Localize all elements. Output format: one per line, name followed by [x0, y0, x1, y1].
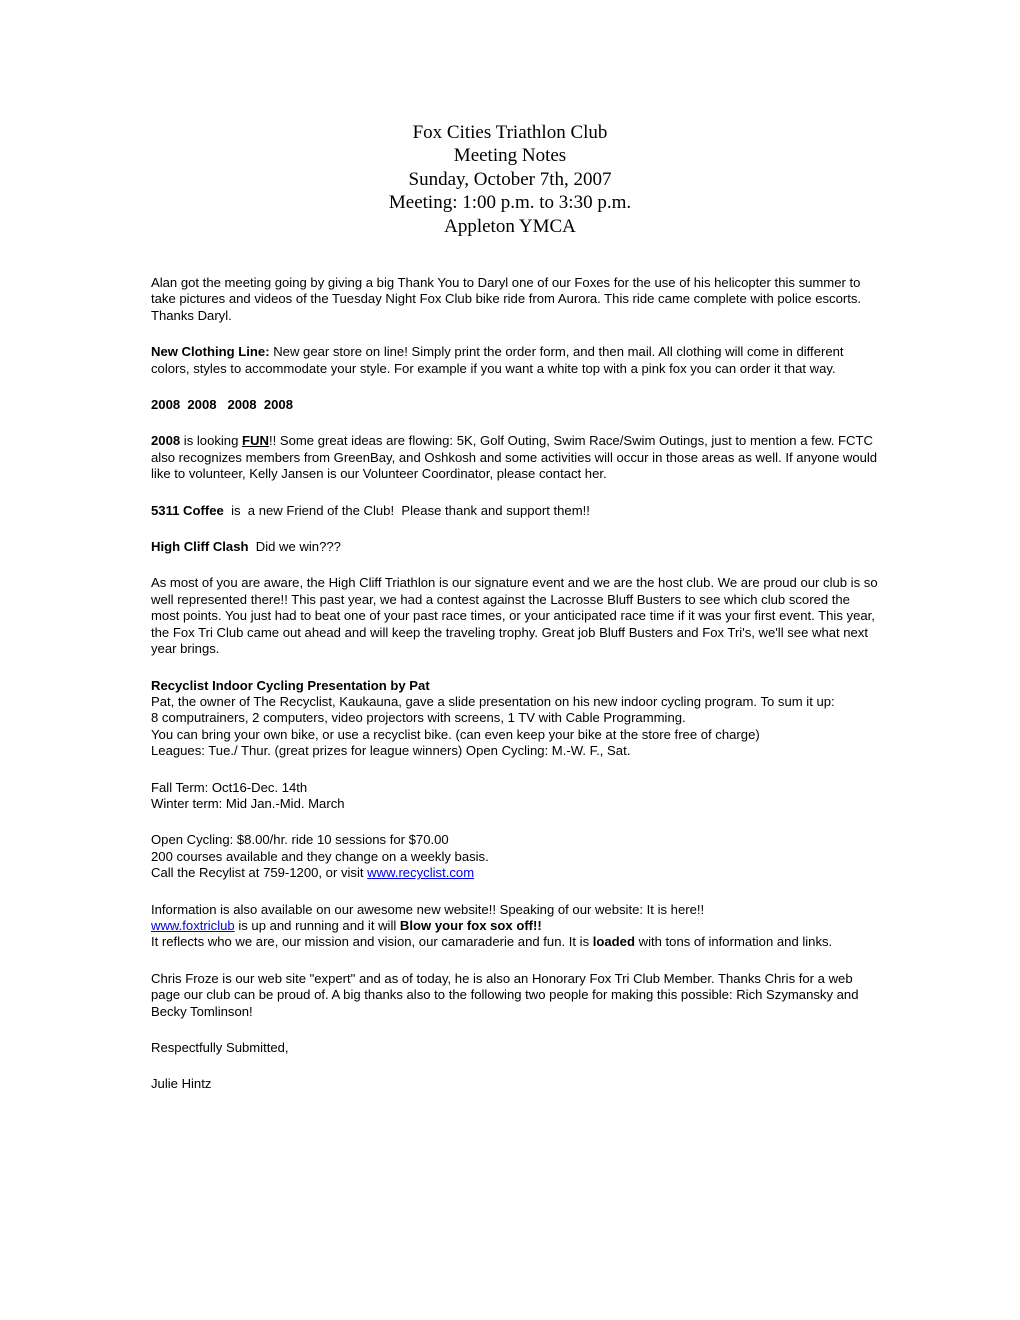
clothing-paragraph [151, 344, 881, 377]
open-cycling-price: Open Cycling: $8.00/hr. ride 10 sessions for $70.00 [151, 832, 449, 848]
foxtriclub-link[interactable]: www.foxtriclub [151, 917, 235, 933]
fall-term: Fall Term: Oct16-Dec. 14th [151, 779, 308, 795]
open-cycling-call [151, 865, 881, 881]
fun-year: 2008 [151, 433, 181, 449]
website-line-1: Information is also available on our awesome new website!! Speaking of our website: It is here!! [151, 901, 705, 917]
fun-is-looking: is looking [180, 433, 243, 449]
clothing-text: New gear store on line! Simply print the order form, and then mail. All clothing will come in different colors, styles to accommodate your style. For example if you want a white top with a pink fox you can order it that way. [151, 344, 844, 376]
fun-word: FUN [242, 433, 269, 449]
terms-paragraph [151, 780, 881, 813]
website-reflects: It reflects who we are, our mission and vision, our camaraderie and fun. It is [151, 934, 593, 950]
triathlon-paragraph: As most of you are aware, the High Cliff Triathlon is our signature event and we are the host club. We are proud our club is so well represented there!! This past year, we had a contest against the Lacrosse Bluff Busters to see which club scored the most points. You just had to beat one of your past race times, or your anticipated race time if it was your first event. This year, the Fox Tri Club came out ahead and will keep the traveling trophy. Great job Bluff Busters and Fox Tri's, we'll see what next year brings. [151, 575, 878, 657]
thanks-paragraph: Chris Froze is our web site "expert" and as of today, he is also an Honorary Fox Tri Club Member. Thanks Chris for a web page our club can be proud of. A big thanks also to the following two people for making this possible: Rich Szymansky and Becky Tomlinson! [151, 970, 859, 1019]
website-line-3 [151, 934, 881, 950]
fun-text: !! Some great ideas are flowing: 5K, Golf Outing, Swim Race/Swim Outings, just to mention a few. FCTC also recognizes members from GreenBay, and Oshkosh and some activities will occur in those areas as well. If anyone would like to volunteer, Kelly Jansen is our Volunteer Coordinator, please contact her. [151, 433, 878, 482]
recyclist-link[interactable]: www.recyclist.com [367, 865, 475, 881]
fun-paragraph [151, 433, 881, 482]
recyclist-line-3: You can bring your own bike, or use a recyclist bike. (can even keep your bike at the store free of charge) [151, 726, 760, 742]
website-line-2 [151, 918, 881, 934]
coffee-name: 5311 Coffee [151, 502, 224, 518]
high-cliff-heading: High Cliff Clash [151, 539, 249, 555]
website-blow: Blow your fox sox off!! [399, 917, 542, 933]
coffee-paragraph [151, 503, 881, 519]
recyclist-line-4: Leagues: Tue./ Thur. (great prizes for league winners) Open Cycling: M.-W. F., Sat. [151, 743, 631, 759]
high-cliff-text: Did we win??? [248, 539, 341, 555]
year-banner-text: 2008 2008 2008 2008 [151, 397, 293, 413]
website-reflects-end: with tons of information and links. [634, 934, 833, 950]
open-cycling-courses: 200 courses available and they change on a weekly basis. [151, 848, 489, 864]
website-up-running: is up and running and it will [234, 917, 400, 933]
recyclist-line-2: 8 computrainers, 2 computers, video projectors with screens, 1 TV with Cable Programming. [151, 710, 686, 726]
recyclist-paragraph [151, 678, 881, 760]
open-cycling-call-text: Call the Recylist at 759-1200, or visit [151, 865, 368, 881]
closing: Respectfully Submitted, [151, 1040, 289, 1055]
year-banner [151, 397, 881, 413]
website-loaded: loaded [592, 934, 635, 950]
recyclist-heading: Recyclist Indoor Cycling Presentation by Pat [151, 677, 430, 693]
open-cycling-paragraph [151, 832, 881, 881]
meeting-date: Sunday, October 7th, 2007 [408, 168, 612, 190]
coffee-text: is a new Friend of the Club! Please thank and support them!! [223, 502, 590, 518]
signature: Julie Hintz [151, 1076, 212, 1092]
club-name: Fox Cities Triathlon Club [412, 122, 608, 143]
meeting-location: Appleton YMCA [444, 215, 576, 237]
document-title: Meeting Notes [453, 145, 567, 167]
intro-paragraph: Alan got the meeting going by giving a big Thank You to Daryl one of our Foxes for the use of his helicopter this summer to take pictures and videos of the Tuesday Night Fox Club bike ride from Aurora. This ride came complete with police escorts. Thanks Daryl. [151, 275, 862, 323]
high-cliff-paragraph [151, 539, 881, 555]
meeting-time: Meeting: 1:00 p.m. to 3:30 p.m. [388, 192, 632, 214]
document-body [151, 275, 881, 1113]
website-paragraph [151, 902, 881, 951]
document-header [0, 121, 1020, 238]
winter-term: Winter term: Mid Jan.-Mid. March [151, 795, 345, 811]
recyclist-line-1: Pat, the owner of The Recyclist, Kaukauna, gave a slide presentation on his new indoor cycling program. To sum it up: [151, 693, 835, 709]
clothing-heading: New Clothing Line: [151, 344, 270, 360]
